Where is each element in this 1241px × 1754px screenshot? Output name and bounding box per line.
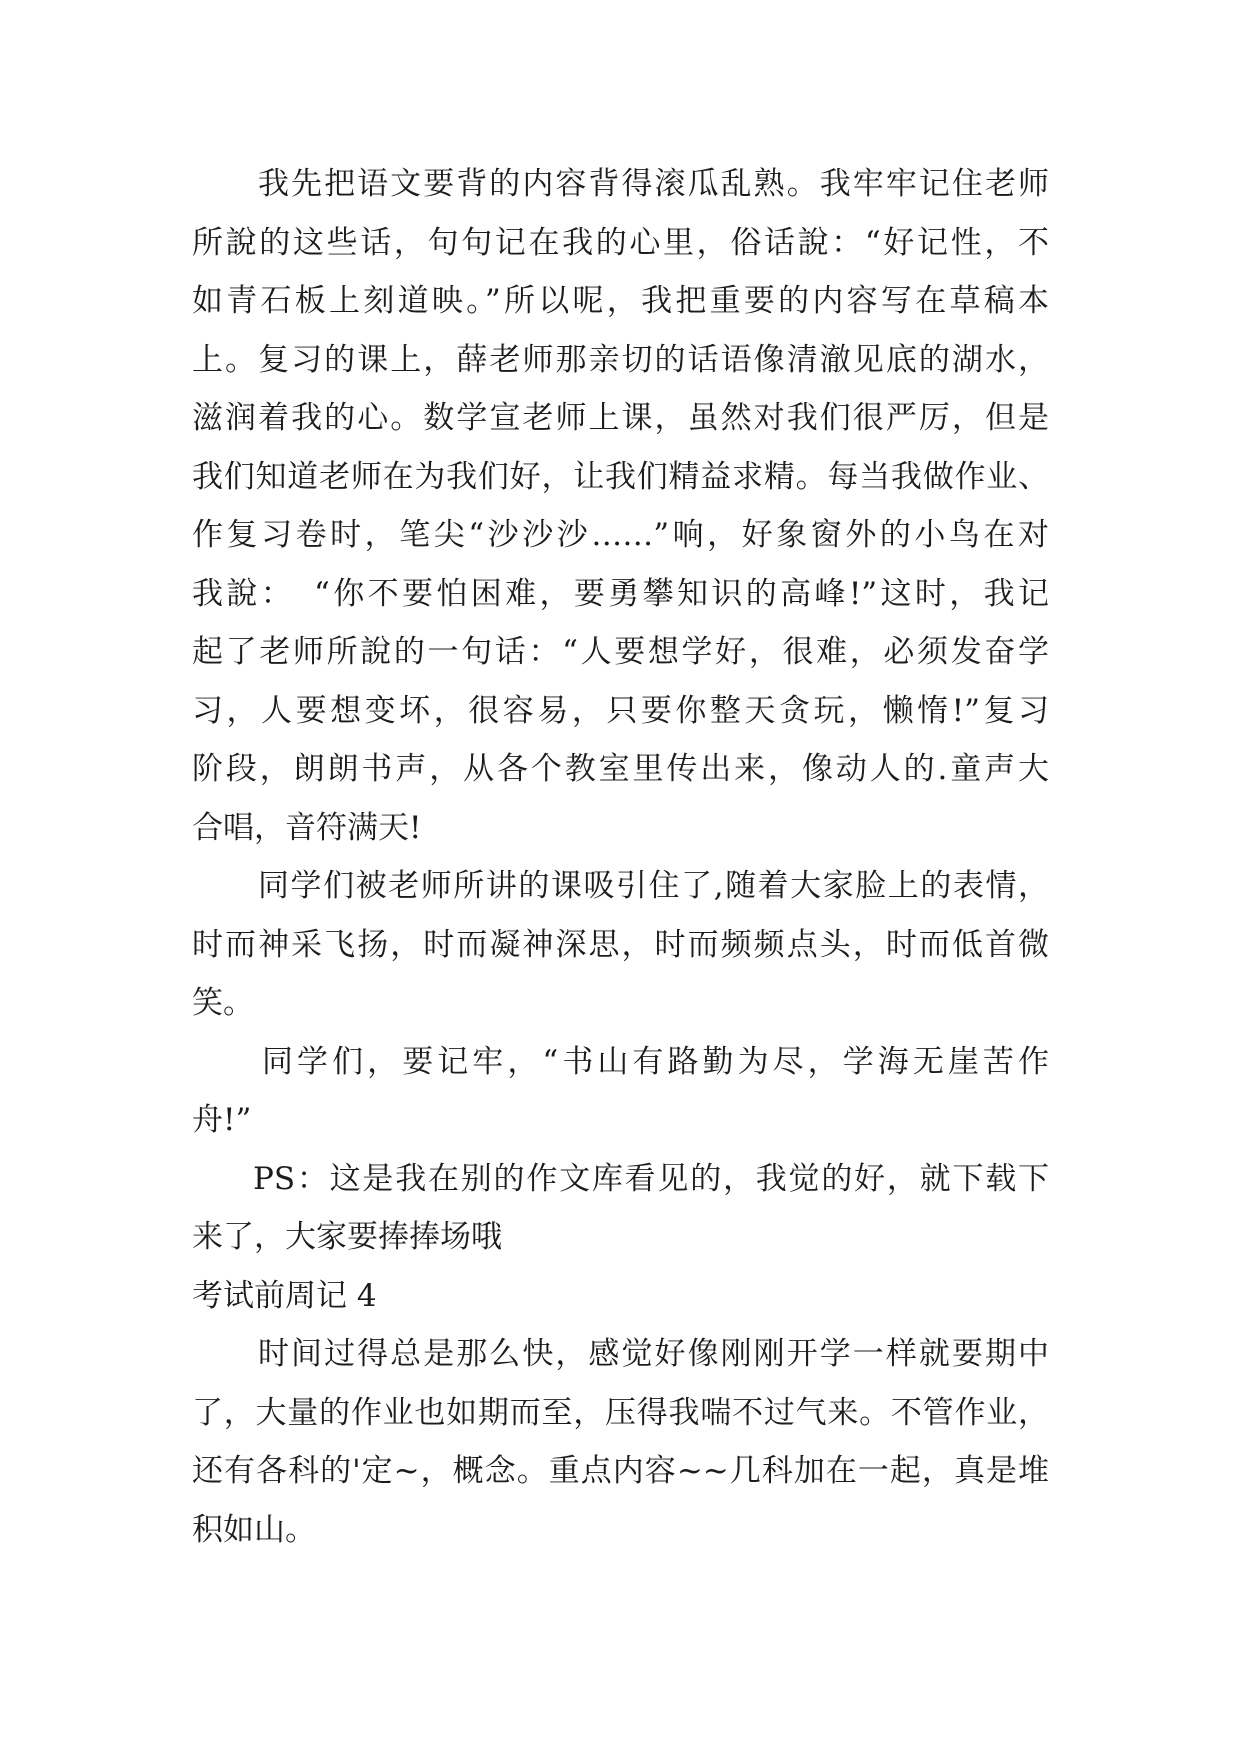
- paragraph-line: 积如山。: [192, 1511, 316, 1548]
- paragraph-line: 来了，大家要捧捧场哦: [192, 1219, 502, 1255]
- paragraph-line: 滋润着我的心。数学宣老师上课，虽然对我们很严厉，但是: [192, 400, 1049, 436]
- document-body: [192, 155, 1049, 1559]
- paragraph-1: [192, 155, 1049, 857]
- paragraph-line: 时而神采飞扬，时而凝神深思，时而频频点头，时而低首微: [192, 926, 1049, 963]
- paragraph-line: 了，大量的作业也如期而至，压得我喘不过气来。不管作业，: [192, 1394, 1049, 1431]
- paragraph-2: [192, 857, 1049, 1033]
- paragraph-line: 如青石板上刻道映。”所以呢，我把重要的内容写在草稿本: [192, 283, 1049, 319]
- paragraph-line: 习，人要想变坏，很容易，只要你整天贪玩，懒惰!”复习: [192, 692, 1049, 729]
- paragraph-5: [192, 1325, 1049, 1559]
- paragraph-3: [192, 1033, 1049, 1150]
- paragraph-line: 同学们被老师所讲的课吸引住了,随着大家脸上的表情，: [258, 868, 1049, 904]
- paragraph-line: 同学们，要记牢，“书山有路勤为尽，学海无崖苦作: [262, 1043, 1049, 1080]
- paragraph-line: 舟!”: [192, 1102, 252, 1138]
- paragraph-4: [192, 1150, 1049, 1267]
- paragraph-line: 还有各科的'定~，概念。重点内容~~几科加在一起，真是堆: [192, 1453, 1049, 1489]
- section-heading: 考试前周记 4: [192, 1277, 377, 1314]
- paragraph-line: 我们知道老师在为我们好，让我们精益求精。每当我做作业、: [192, 458, 1049, 495]
- paragraph-line: 作复习卷时，笔尖“沙沙沙……”响，好象窗外的小鸟在对: [192, 517, 1049, 553]
- paragraph-line: PS：这是我在别的作文库看见的，我觉的好，就下载下: [253, 1160, 1049, 1197]
- paragraph-line: 阶段，朗朗书声，从各个教室里传出来，像动人的.童声大: [192, 751, 1049, 787]
- paragraph-line: 上。复习的课上，薛老师那亲切的话语像清澈见底的湖水，: [192, 341, 1049, 378]
- paragraph-line: 起了老师所說的一句话：“人要想学好，很难，必须发奋学: [192, 634, 1049, 670]
- next-essay: [192, 1267, 1049, 1560]
- paragraph-line: 笑。: [192, 985, 254, 1021]
- paragraph-line: 合唱，音符满天!: [192, 809, 422, 846]
- paragraph-line: 我先把语文要背的内容背得滚瓜乱熟。我牢牢记住老师: [258, 166, 1049, 202]
- paragraph-line: 所說的这些话，句句记在我的心里，俗话說：“好记性，不: [192, 224, 1049, 261]
- paragraph-line: 时间过得总是那么快，感觉好像刚刚开学一样就要期中: [258, 1336, 1049, 1372]
- paragraph-line: 我說： “你不要怕困难，要勇攀知识的高峰!”这时，我记: [192, 575, 1049, 612]
